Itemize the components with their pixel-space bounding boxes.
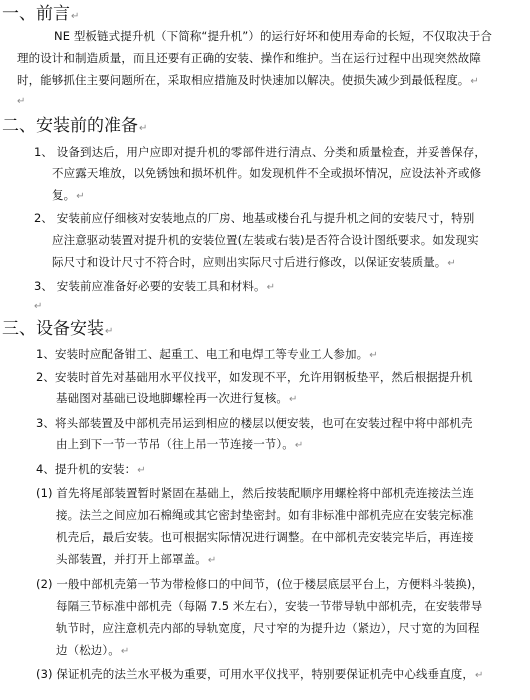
- section-heading-preparation: 二、安装前的准备↵: [2, 116, 148, 136]
- paragraph-line: 边（松边）。↵: [56, 643, 130, 657]
- paragraph-line: 不应露天堆放，以免锈蚀和损坏机件。如发现机件不全或损坏情况，应设法补齐或修: [52, 166, 482, 180]
- paragraph-line: 由上到下一节一节吊（往上吊一节连接一节）。↵: [56, 437, 304, 451]
- paragraph-line: 复。↵: [52, 188, 85, 202]
- empty-paragraph: ↵: [34, 301, 43, 312]
- paragraph-line: 轨节时，应注意机壳内部的导轨宽度，尺寸窄的为提升边（紧边），尺寸宽的为回程: [56, 621, 480, 635]
- paragraph-line: (2) 一般中部机壳第一节为带检修口的中间节，(位于楼层底层平台上，方便料斗装换)，: [36, 577, 484, 591]
- paragraph-line: 3、 安装前应准备好必要的安装工具和材料。↵: [34, 279, 276, 293]
- paragraph-line: 际尺寸和设计尺寸不符合时，应则出实际尺寸后进行修改，以保证安装质量。↵: [52, 255, 456, 269]
- paragraph-line: 1、安装时应配备钳工、起重工、电工和电焊工等专业工人参加。↵: [36, 347, 378, 361]
- paragraph-line: NE 型板链式提升机（下简称“提升机”）的运行好坏和使用寿命的长短，不仅取决于合: [54, 29, 492, 43]
- paragraph-line: 3、将头部装置及中部机壳吊运到相应的楼层以便安装，也可在安装过程中将中部机壳: [36, 416, 473, 430]
- paragraph-line: 基础图对基础已设地脚螺栓再一次进行复核。↵: [56, 391, 298, 405]
- paragraph-line: 2、安装时首先对基础用水平仪找平，如发现不平，允许用钢板垫平，然后根据提升机: [36, 370, 473, 384]
- paragraph-line: 4、提升机的安装：↵: [36, 462, 146, 476]
- empty-paragraph: ↵: [17, 96, 26, 107]
- paragraph-line: 2、 安装前应仔细核对安装地点的厂房、地基或楼台孔与提升机之间的安装尺寸，特别: [34, 211, 475, 225]
- paragraph-line: 理的设计和制造质量，而且还要有正确的安装、操作和维护。当在运行过程中出现突然故障: [17, 51, 481, 65]
- paragraph-line: (1) 首先将尾部装置暂时紧固在基础上，然后按装配顺序用螺栓将中部机壳连接法兰连: [36, 486, 474, 500]
- section-heading-installation: 三、设备安装↵: [2, 319, 114, 339]
- paragraph-line: 机壳后，最后安装。也可根据实际情况进行调整。在中部机壳安装完毕后，再连接: [56, 530, 474, 544]
- paragraph-line: (3) 保证机壳的法兰水平极为重要，可用水平仪找平，特别要保证机壳中心线垂直度，↵: [36, 667, 484, 681]
- paragraph-line: 头部装置，并打开上部罩盖。↵: [56, 552, 217, 566]
- paragraph-line: 接。法兰之间应加石棉绳或其它密封垫密封。如有非标准中部机壳应在安装完标准: [56, 508, 474, 522]
- section-heading-preface: 一、前言↵: [2, 4, 80, 24]
- paragraph-line: 时，能够抓住主要问题所在，采取相应措施及时快速加以解决。使损失减少到最低程度。↵: [17, 73, 479, 87]
- paragraph-line: 每隔三节标准中部机壳（每隔 7.5 米左右），安装一节带导轨中部机壳，在安装带导: [56, 599, 483, 613]
- paragraph-line: 1、 设备到达后，用户应即对提升机的零部件进行清点、分类和质量检查，并妥善保存，: [34, 145, 486, 159]
- paragraph-line: 应注意驱动装置对提升机的安装位置(左装或右装)是否符合设计图纸要求。如发现实: [52, 233, 479, 247]
